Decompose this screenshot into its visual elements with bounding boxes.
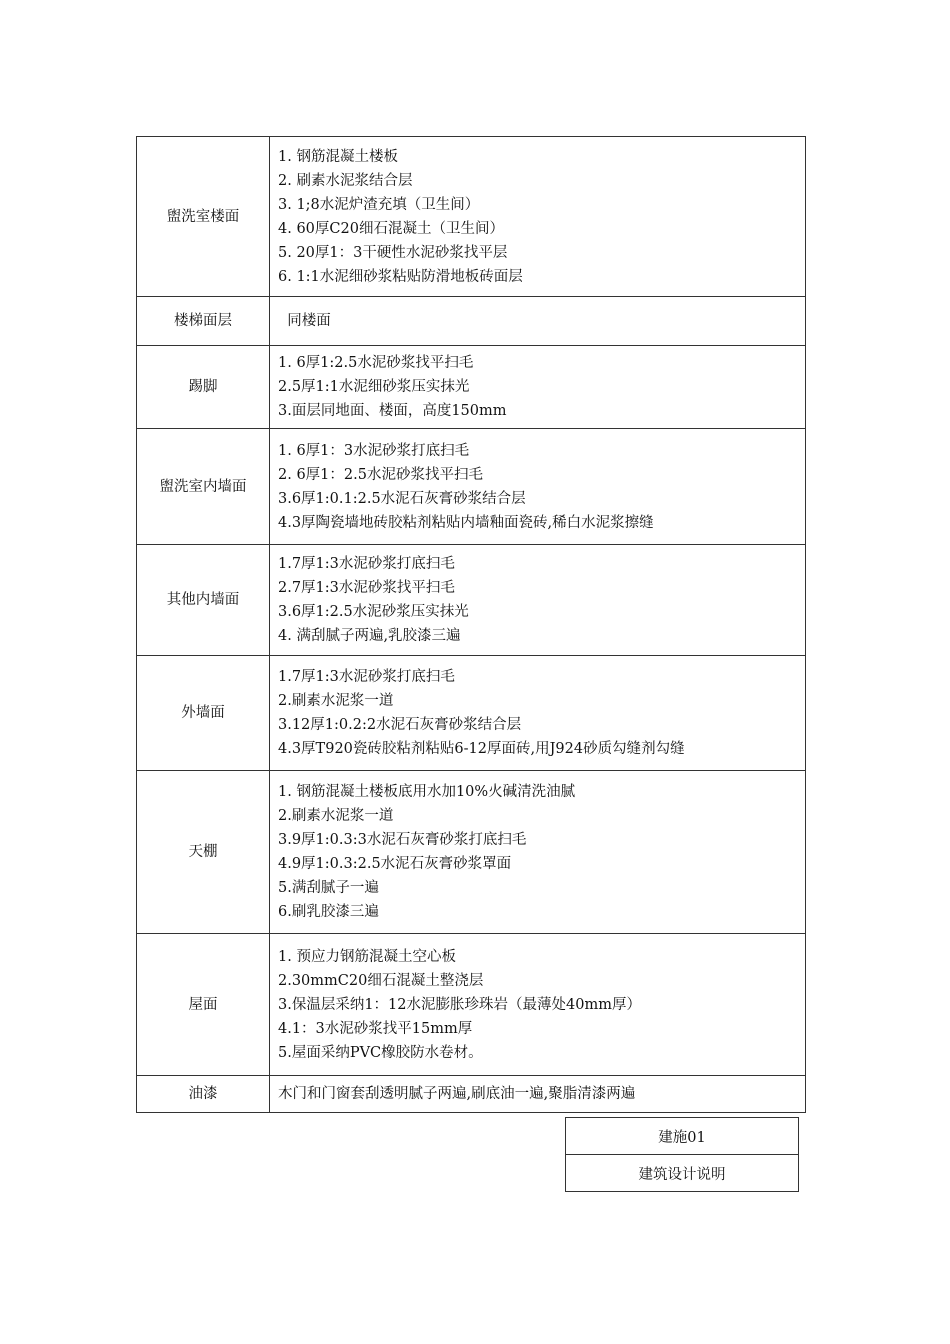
spec-row (137, 297, 806, 346)
spec-row-label: 其他内墙面 (137, 545, 270, 656)
title-block (565, 1117, 799, 1192)
spec-line: 4.3厚T920瓷砖胶粘剂粘贴6-12厚面砖,用J924砂质勾缝剂勾缝 (278, 741, 685, 757)
spec-row-content (270, 771, 806, 934)
spec-line: 同楼面 (278, 313, 331, 329)
spec-line: 4. 60厚C20细石混凝土（卫生间） (278, 220, 504, 237)
spec-line: 4.1：3水泥砂浆找平15mm厚 (278, 1020, 473, 1037)
spec-line: 3.保温层采纳1：12水泥膨胀珍珠岩（最薄处40mm厚） (278, 996, 641, 1013)
spec-line: 3.9厚1:0.3:3水泥石灰膏砂浆打底扫毛 (278, 832, 527, 848)
spec-row-content (270, 656, 806, 771)
spec-row (137, 771, 806, 934)
spec-row-content (270, 545, 806, 656)
spec-line: 2.30mmC20细石混凝土整浇层 (278, 972, 484, 989)
spec-row-label: 楼梯面层 (137, 297, 270, 346)
spec-line: 2.5厚1:1水泥细砂浆压实抹光 (278, 379, 470, 395)
spec-row (137, 656, 806, 771)
spec-row-content (270, 137, 806, 297)
spec-row-label: 盥洗室内墙面 (137, 429, 270, 545)
spec-line: 3.12厚1:0.2:2水泥石灰膏砂浆结合层 (278, 717, 522, 733)
spec-line: 4. 满刮腻子两遍,乳胶漆三遍 (278, 628, 461, 644)
construction-spec-table (136, 136, 806, 1113)
spec-line: 2.刷素水泥浆一道 (278, 693, 394, 709)
spec-line: 2.7厚1:3水泥砂浆找平扫毛 (278, 580, 455, 596)
spec-row-label: 油漆 (137, 1076, 270, 1113)
spec-line: 1. 钢筋混凝土楼板 (278, 148, 398, 165)
spec-line: 5.屋面采纳PVC橡胶防水卷材。 (278, 1044, 483, 1061)
spec-line: 1.7厚1:3水泥砂浆打底扫毛 (278, 556, 455, 572)
spec-row-label: 盥洗室楼面 (137, 137, 270, 297)
spec-row-label: 外墙面 (137, 656, 270, 771)
spec-line: 4.3厚陶瓷墙地砖胶粘剂粘贴内墙釉面瓷砖,稀白水泥浆擦缝 (278, 514, 654, 531)
spec-row (137, 429, 806, 545)
spec-row-content (270, 346, 806, 429)
spec-line: 木门和门窗套刮透明腻子两遍,刷底油一遍,聚脂清漆两遍 (278, 1086, 636, 1102)
spec-row (137, 545, 806, 656)
spec-row (137, 346, 806, 429)
spec-row-label: 屋面 (137, 934, 270, 1076)
spec-row (137, 137, 806, 297)
drawing-title: 建筑设计说明 (566, 1155, 799, 1192)
drawing-number: 建施01 (566, 1118, 799, 1155)
spec-line: 1.7厚1:3水泥砂浆打底扫毛 (278, 669, 455, 685)
spec-line: 1. 预应力钢筋混凝土空心板 (278, 948, 456, 965)
spec-line: 3.面层同地面、楼面，高度150mm (278, 403, 507, 419)
title-block-row (566, 1155, 799, 1192)
spec-line: 1. 钢筋混凝土楼板底用水加10%火碱清洗油腻 (278, 784, 576, 800)
spec-row-label: 踢脚 (137, 346, 270, 429)
spec-row (137, 934, 806, 1076)
spec-line: 5.满刮腻子一遍 (278, 880, 379, 896)
spec-line: 1. 6厚1:2.5水泥砂浆找平扫毛 (278, 355, 474, 371)
spec-line: 3. 1;8水泥炉渣充填（卫生间） (278, 196, 480, 213)
spec-line: 2. 刷素水泥浆结合层 (278, 172, 413, 189)
spec-line: 5. 20厚1：3干硬性水泥砂浆找平层 (278, 244, 508, 261)
spec-line: 3.6厚1:2.5水泥砂浆压实抹光 (278, 604, 469, 620)
spec-row-content (270, 1076, 806, 1113)
spec-line: 6.刷乳胶漆三遍 (278, 904, 379, 920)
spec-row-content (270, 934, 806, 1076)
spec-table-body (137, 137, 806, 1113)
spec-line: 4.9厚1:0.3:2.5水泥石灰膏砂浆罩面 (278, 856, 512, 872)
spec-line: 6. 1:1水泥细砂浆粘贴防滑地板砖面层 (278, 268, 523, 285)
spec-line: 3.6厚1:0.1:2.5水泥石灰膏砂浆结合层 (278, 490, 526, 507)
spec-line: 2.刷素水泥浆一道 (278, 808, 394, 824)
spec-row-content (270, 429, 806, 545)
spec-line: 1. 6厚1：3水泥砂浆打底扫毛 (278, 442, 470, 459)
spec-row (137, 1076, 806, 1113)
spec-line: 2. 6厚1：2.5水泥砂浆找平扫毛 (278, 466, 483, 483)
title-block-row (566, 1118, 799, 1155)
spec-row-label: 天棚 (137, 771, 270, 934)
spec-row-content (270, 297, 806, 346)
